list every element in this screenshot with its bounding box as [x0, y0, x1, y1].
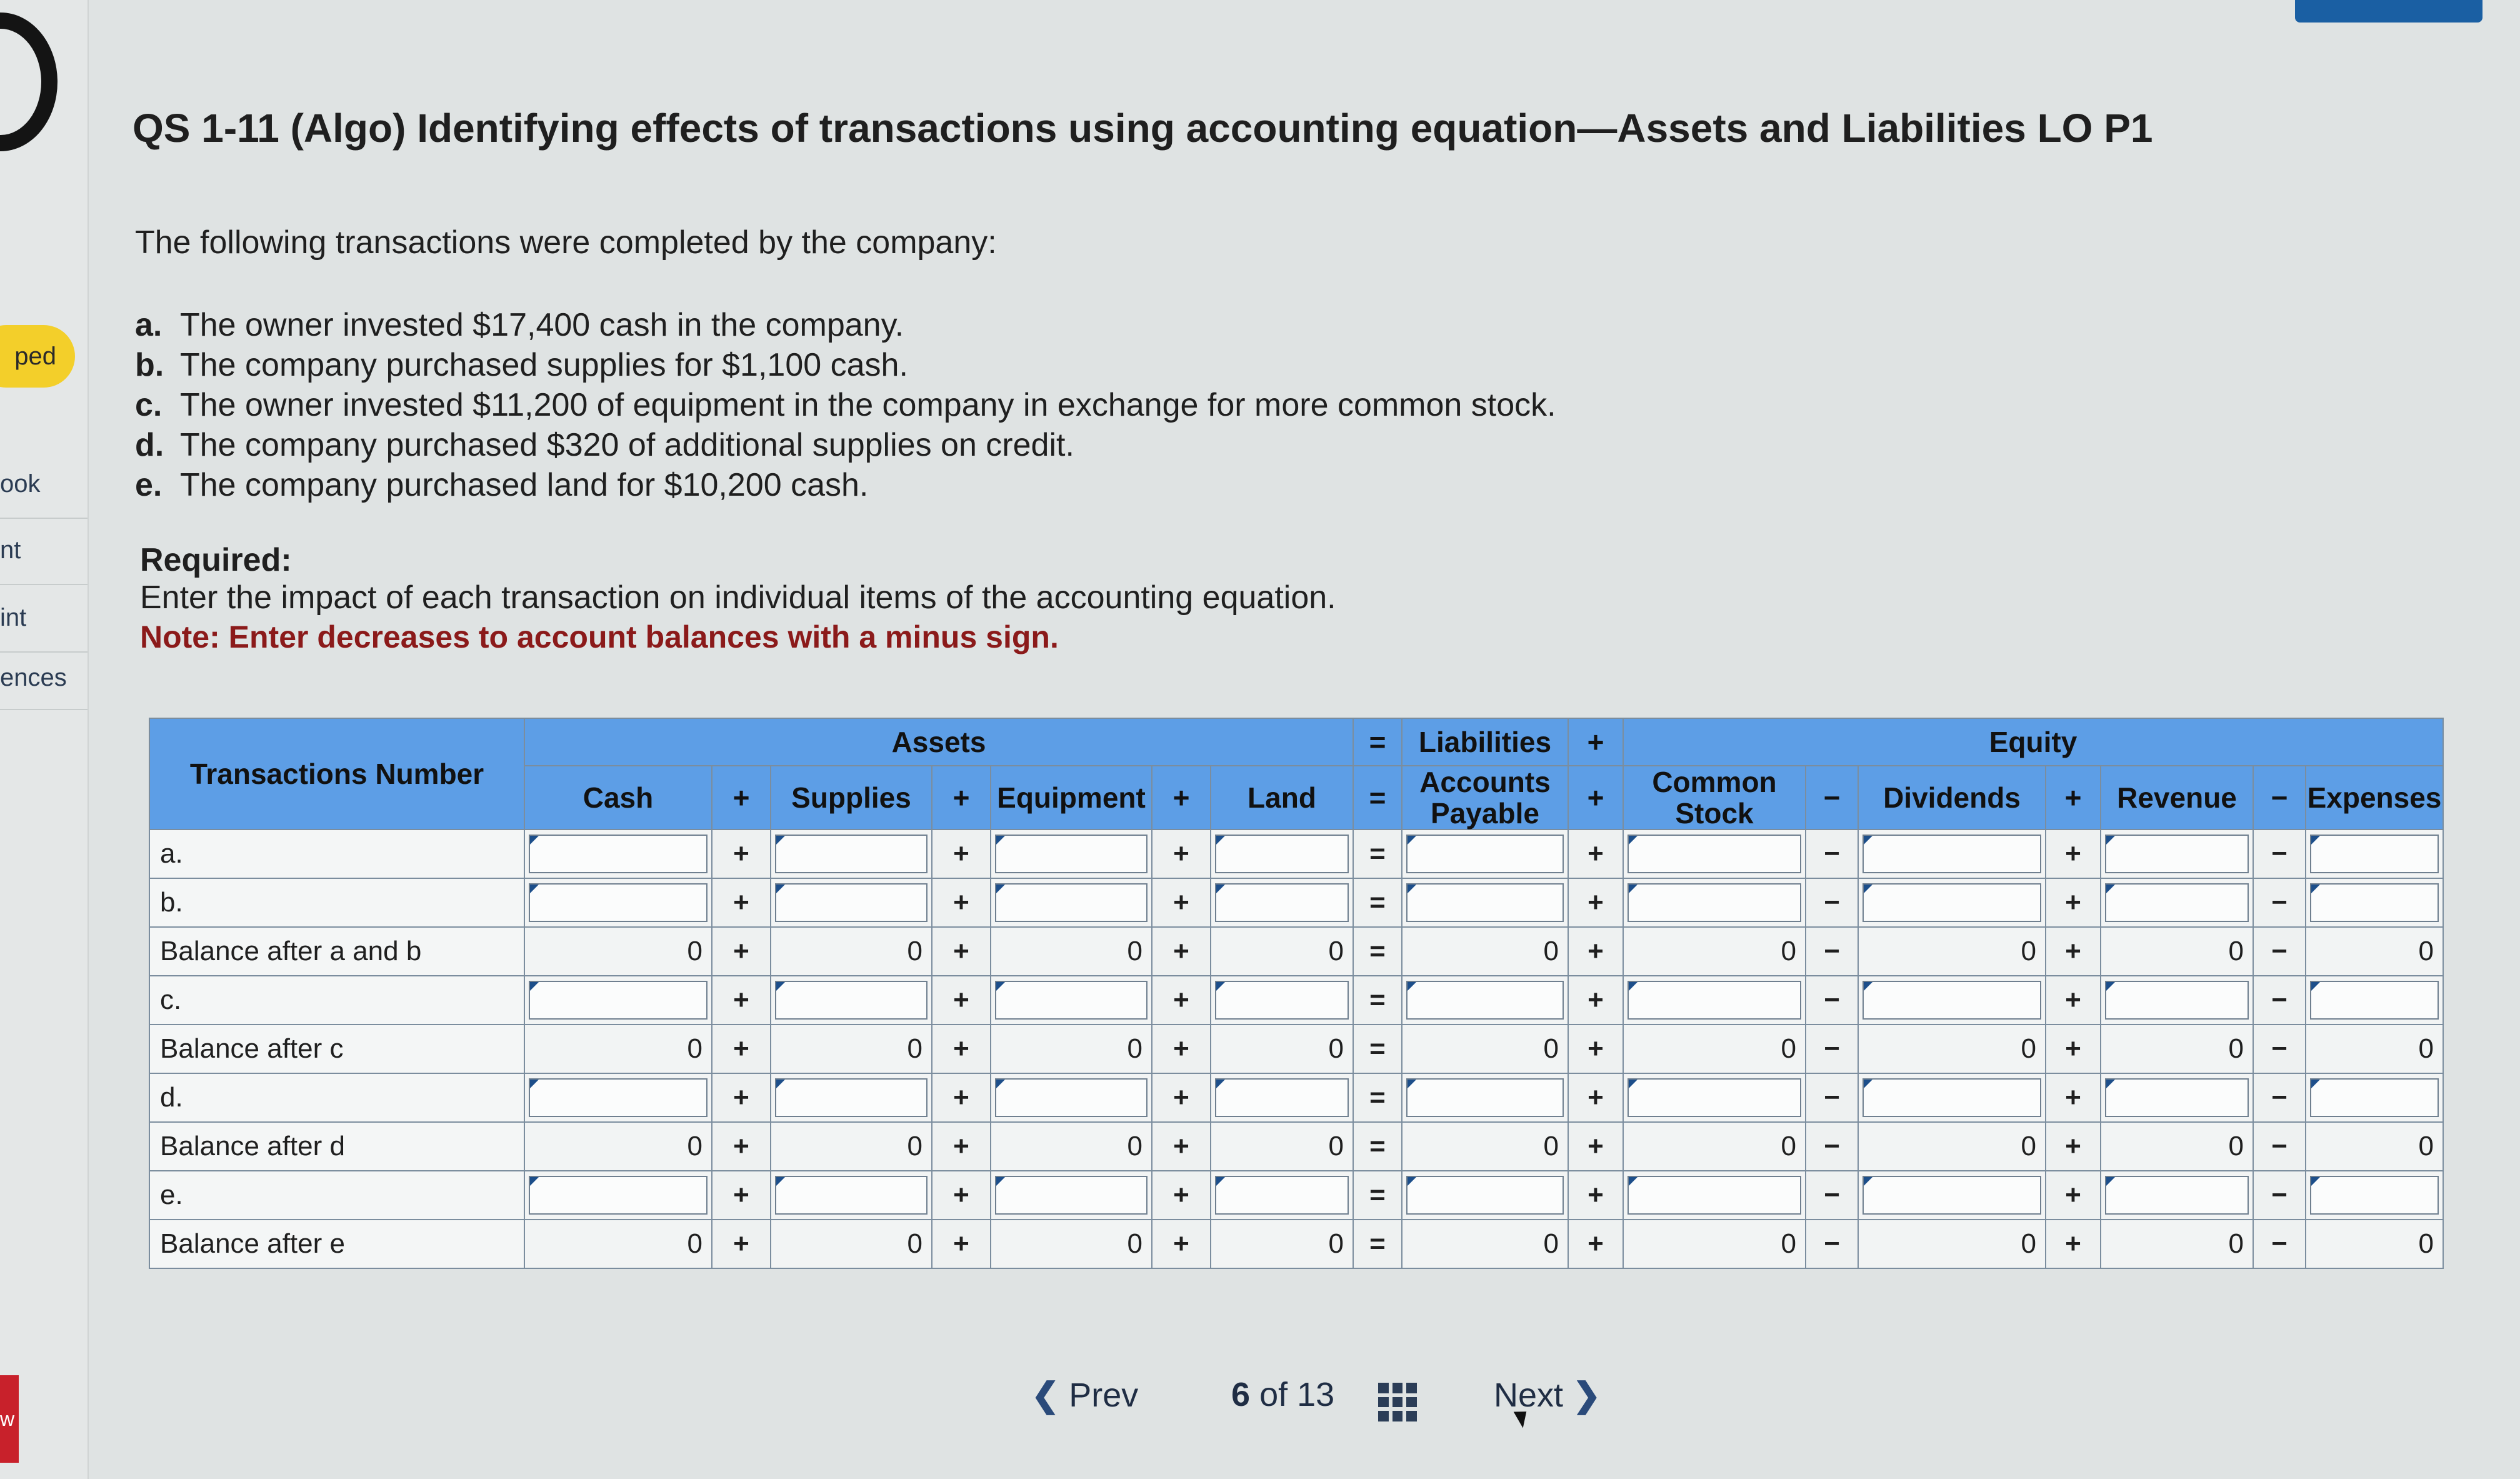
amount-input-cell — [524, 976, 712, 1025]
balance-value: 0 — [1623, 1220, 1806, 1268]
operator-plus: + — [1152, 1073, 1211, 1122]
amount-input-cell — [1858, 976, 2046, 1025]
transaction-letter: c. — [135, 387, 162, 423]
balance-value: 0 — [991, 1220, 1152, 1268]
operator-minus: − — [1806, 976, 1858, 1025]
sidebar-link-1[interactable]: ook — [0, 470, 41, 498]
transaction-text: The owner invested $17,400 cash in the company. — [180, 307, 904, 343]
balance-value: 0 — [1402, 1025, 1568, 1073]
operator-plus: + — [2046, 830, 2101, 878]
table-row — [149, 1073, 2443, 1122]
next-label: Next — [1494, 1376, 1564, 1414]
amount-input[interactable] — [1628, 1176, 1801, 1215]
amount-input[interactable] — [2105, 835, 2249, 873]
amount-input-cell — [1623, 1171, 1806, 1220]
table-row — [149, 1171, 2443, 1220]
operator-minus: − — [2253, 1122, 2306, 1171]
amount-input[interactable] — [775, 835, 928, 873]
prev-button[interactable] — [1031, 1375, 1138, 1444]
header-accounts-payable — [1402, 766, 1568, 830]
operator-minus: − — [2253, 1073, 2306, 1122]
operator-plus: + — [1568, 976, 1623, 1025]
sidebar-divider — [0, 709, 88, 710]
amount-input[interactable] — [1862, 981, 2041, 1020]
amount-input-cell — [991, 976, 1152, 1025]
amount-input-cell — [1623, 878, 1806, 927]
left-sidebar — [0, 0, 89, 1479]
operator-plus: + — [712, 1073, 771, 1122]
operator-minus: − — [1806, 1171, 1858, 1220]
amount-input-cell — [991, 1171, 1152, 1220]
amount-input-cell — [1402, 830, 1568, 878]
table-row — [149, 1025, 2443, 1073]
balance-value: 0 — [2306, 1220, 2443, 1268]
operator-plus: + — [1152, 878, 1211, 927]
transaction-text: The company purchased $320 of additional supplies on credit. — [180, 427, 1074, 463]
balance-value: 0 — [1858, 1220, 2046, 1268]
operator-minus: − — [1806, 1122, 1858, 1171]
balance-value: 0 — [771, 1220, 932, 1268]
amount-input-cell — [2101, 1073, 2253, 1122]
amount-input-cell — [2306, 878, 2443, 927]
table-row — [149, 1220, 2443, 1268]
operator-minus: − — [1806, 830, 1858, 878]
amount-input-cell — [991, 830, 1152, 878]
operator-plus: + — [932, 1171, 991, 1220]
operator-plus: + — [1568, 1073, 1623, 1122]
balance-value: 0 — [2306, 1025, 2443, 1073]
balance-value: 0 — [524, 927, 712, 976]
balance-value: 0 — [1211, 1122, 1353, 1171]
amount-input-cell — [1211, 1073, 1353, 1122]
balance-value: 0 — [524, 1025, 712, 1073]
amount-input-cell — [524, 878, 712, 927]
operator-minus: − — [1806, 1025, 1858, 1073]
operator-equals: = — [1353, 1025, 1402, 1073]
row-label: Balance after c — [149, 1025, 524, 1073]
operator-minus: − — [2253, 927, 2306, 976]
balance-value: 0 — [771, 1122, 932, 1171]
operator-equals: = — [1353, 976, 1402, 1025]
operator-plus: + — [1152, 830, 1211, 878]
balance-value: 0 — [524, 1220, 712, 1268]
amount-input[interactable] — [2310, 1078, 2439, 1117]
header-land: Land — [1211, 766, 1353, 830]
amount-input[interactable] — [529, 1078, 708, 1117]
operator-plus: + — [712, 1122, 771, 1171]
table-row — [149, 878, 2443, 927]
amount-input[interactable] — [995, 1176, 1148, 1215]
amount-input[interactable] — [2310, 883, 2439, 922]
amount-input[interactable] — [529, 835, 708, 873]
amount-input-cell — [2306, 830, 2443, 878]
amount-input-cell — [2306, 976, 2443, 1025]
amount-input[interactable] — [529, 883, 708, 922]
operator-equals: = — [1353, 1171, 1402, 1220]
operator-equals: = — [1353, 1073, 1402, 1122]
amount-input-cell — [771, 878, 932, 927]
transaction-letter: a. — [135, 307, 162, 343]
row-label: Balance after e — [149, 1220, 524, 1268]
amount-input-cell — [1402, 976, 1568, 1025]
header-dividends: Dividends — [1858, 766, 2046, 830]
transaction-e — [135, 466, 868, 504]
operator-plus: + — [1152, 1122, 1211, 1171]
sidebar-divider — [0, 651, 88, 653]
operator-plus: + — [1568, 1025, 1623, 1073]
amount-input-cell — [1211, 976, 1353, 1025]
chevron-right-icon: ❯ — [1572, 1376, 1601, 1414]
header-plus: + — [1568, 766, 1623, 830]
amount-input-cell — [1402, 1171, 1568, 1220]
operator-plus: + — [932, 830, 991, 878]
amount-input[interactable] — [1862, 835, 2041, 873]
operator-minus: − — [1806, 1220, 1858, 1268]
balance-value: 0 — [1858, 927, 2046, 976]
check-my-work-button[interactable] — [2295, 0, 2482, 23]
header-transactions-number: Transactions Number — [149, 718, 524, 830]
operator-plus: + — [2046, 1220, 2101, 1268]
operator-plus: + — [932, 1073, 991, 1122]
operator-equals: = — [1353, 1122, 1402, 1171]
table-row — [149, 830, 2443, 878]
balance-value: 0 — [2101, 1025, 2253, 1073]
question-grid-icon[interactable] — [1378, 1383, 1417, 1421]
operator-plus: + — [1152, 927, 1211, 976]
operator-minus: − — [2253, 1171, 2306, 1220]
row-label: a. — [149, 830, 524, 878]
header-plus: + — [2046, 766, 2101, 830]
header-common-stock-line2: Stock — [1675, 797, 1754, 830]
balance-value: 0 — [1623, 1025, 1806, 1073]
amount-input[interactable] — [1628, 1078, 1801, 1117]
header-common-stock-line1: Common — [1652, 766, 1777, 798]
balance-value: 0 — [2306, 1122, 2443, 1171]
operator-minus: − — [2253, 1025, 2306, 1073]
sidebar-tab[interactable]: w — [0, 1375, 19, 1463]
header-accounts-payable-line1: Accounts — [1419, 766, 1551, 798]
header-supplies: Supplies — [771, 766, 932, 830]
balance-value: 0 — [2306, 927, 2443, 976]
amount-input-cell — [1211, 878, 1353, 927]
amount-input-cell — [524, 1073, 712, 1122]
sidebar-link-2[interactable]: nt — [0, 536, 21, 564]
operator-plus: + — [2046, 1025, 2101, 1073]
row-label: d. — [149, 1073, 524, 1122]
amount-input-cell — [2101, 976, 2253, 1025]
table-row — [149, 976, 2443, 1025]
header-revenue: Revenue — [2101, 766, 2253, 830]
operator-equals: = — [1353, 878, 1402, 927]
amount-input-cell — [1211, 1171, 1353, 1220]
amount-input[interactable] — [995, 1078, 1148, 1117]
amount-input[interactable] — [2105, 1176, 2249, 1215]
amount-input-cell — [991, 878, 1152, 927]
amount-input[interactable] — [1215, 1078, 1349, 1117]
transaction-a — [135, 306, 904, 344]
amount-input[interactable] — [1628, 981, 1801, 1020]
header-equity: Equity — [1623, 718, 2443, 766]
question-intro: The following transactions were completed by the company: — [135, 224, 997, 261]
amount-input[interactable] — [529, 981, 708, 1020]
header-minus: − — [2253, 766, 2306, 830]
amount-input-cell — [2101, 830, 2253, 878]
amount-input-cell — [1211, 830, 1353, 878]
operator-equals: = — [1353, 830, 1402, 878]
amount-input[interactable] — [1628, 835, 1801, 873]
amount-input-cell — [524, 1171, 712, 1220]
required-label: Required: — [140, 542, 292, 578]
balance-value: 0 — [991, 1122, 1152, 1171]
required-text: Enter the impact of each transaction on individual items of the accounting equation. — [140, 579, 1336, 616]
sidebar-divider — [0, 584, 88, 585]
operator-plus: + — [2046, 976, 2101, 1025]
operator-plus: + — [2046, 1122, 2101, 1171]
amount-input[interactable] — [1862, 1078, 2041, 1117]
balance-value: 0 — [1623, 927, 1806, 976]
amount-input-cell — [2306, 1171, 2443, 1220]
total-pages: 13 — [1297, 1376, 1335, 1413]
header-accounts-payable-line2: Payable — [1431, 797, 1539, 830]
operator-plus: + — [712, 1025, 771, 1073]
amount-input-cell — [1402, 1073, 1568, 1122]
operator-plus: + — [1568, 927, 1623, 976]
operator-minus: − — [2253, 1220, 2306, 1268]
row-label: b. — [149, 878, 524, 927]
transaction-d — [135, 426, 1074, 464]
operator-plus: + — [1568, 1171, 1623, 1220]
header-plus: + — [712, 766, 771, 830]
sidebar-link-4[interactable]: ences — [0, 664, 67, 691]
balance-value: 0 — [1623, 1122, 1806, 1171]
amount-input-cell — [524, 830, 712, 878]
amount-input[interactable] — [1215, 835, 1349, 873]
transaction-letter: d. — [135, 427, 164, 463]
operator-plus: + — [2046, 1073, 2101, 1122]
amount-input[interactable] — [2105, 883, 2249, 922]
balance-value: 0 — [991, 1025, 1152, 1073]
amount-input[interactable] — [1406, 1176, 1564, 1215]
amount-input[interactable] — [1215, 1176, 1349, 1215]
table-row — [149, 1122, 2443, 1171]
operator-plus: + — [1152, 1025, 1211, 1073]
balance-value: 0 — [1858, 1122, 2046, 1171]
operator-plus: + — [1152, 1171, 1211, 1220]
amount-input[interactable] — [1215, 981, 1349, 1020]
balance-value: 0 — [1211, 927, 1353, 976]
operator-plus: + — [712, 830, 771, 878]
header-expenses: Expenses — [2306, 766, 2443, 830]
operator-minus: − — [1806, 878, 1858, 927]
header-common-stock — [1623, 766, 1806, 830]
operator-plus: + — [932, 1220, 991, 1268]
amount-input[interactable] — [2310, 1176, 2439, 1215]
amount-input[interactable] — [995, 883, 1148, 922]
table-body — [149, 830, 2443, 1268]
operator-equals: = — [1353, 1220, 1402, 1268]
amount-input[interactable] — [529, 1176, 708, 1215]
amount-input-cell — [771, 1073, 932, 1122]
current-page: 6 — [1231, 1376, 1251, 1413]
next-button[interactable] — [1494, 1375, 1601, 1444]
balance-value: 0 — [2101, 927, 2253, 976]
balance-value: 0 — [1211, 1220, 1353, 1268]
balance-value: 0 — [1402, 927, 1568, 976]
amount-input-cell — [1623, 830, 1806, 878]
amount-input[interactable] — [1406, 883, 1564, 922]
amount-input-cell — [1858, 830, 2046, 878]
page-counter — [1231, 1375, 1334, 1444]
transaction-c — [135, 386, 1556, 424]
amount-input-cell — [1858, 1171, 2046, 1220]
operator-plus: + — [1568, 1220, 1623, 1268]
operator-plus: + — [2046, 1171, 2101, 1220]
header-assets: Assets — [524, 718, 1353, 766]
amount-input-cell — [2306, 1073, 2443, 1122]
amount-input[interactable] — [775, 1176, 928, 1215]
operator-minus: − — [2253, 976, 2306, 1025]
amount-input-cell — [771, 1171, 932, 1220]
chevron-left-icon: ❮ — [1031, 1376, 1060, 1414]
balance-value: 0 — [1402, 1220, 1568, 1268]
amount-input-cell — [991, 1073, 1152, 1122]
amount-input[interactable] — [1406, 1078, 1564, 1117]
balance-value: 0 — [2101, 1122, 2253, 1171]
amount-input-cell — [1402, 878, 1568, 927]
header-plus: + — [1568, 718, 1623, 766]
operator-minus: − — [2253, 830, 2306, 878]
amount-input-cell — [1858, 878, 2046, 927]
operator-plus: + — [1568, 830, 1623, 878]
sidebar-link-3[interactable]: int — [0, 604, 27, 631]
amount-input[interactable] — [775, 981, 928, 1020]
operator-plus: + — [932, 976, 991, 1025]
amount-input[interactable] — [1406, 835, 1564, 873]
transaction-text: The company purchased supplies for $1,100 cash. — [180, 347, 908, 383]
header-cash: Cash — [524, 766, 712, 830]
amount-input-cell — [1623, 1073, 1806, 1122]
status-badge: ped — [0, 325, 75, 388]
amount-input[interactable] — [1628, 883, 1801, 922]
operator-plus: + — [932, 1122, 991, 1171]
amount-input[interactable] — [2310, 981, 2439, 1020]
amount-input-cell — [2101, 878, 2253, 927]
operator-plus: + — [712, 1220, 771, 1268]
transaction-letter: e. — [135, 467, 162, 503]
operator-minus: − — [2253, 878, 2306, 927]
balance-value: 0 — [771, 927, 932, 976]
operator-plus: + — [2046, 927, 2101, 976]
table-row — [149, 927, 2443, 976]
amount-input-cell — [2101, 1171, 2253, 1220]
amount-input-cell — [771, 830, 932, 878]
operator-plus: + — [1568, 878, 1623, 927]
row-label: e. — [149, 1171, 524, 1220]
transaction-text: The owner invested $11,200 of equipment in the company in exchange for more common stock. — [180, 387, 1556, 423]
question-title: QS 1-11 (Algo) Identifying effects of transactions using accounting equation—Assets and Liabilities LO P1 — [132, 106, 2153, 151]
operator-plus: + — [2046, 878, 2101, 927]
balance-value: 0 — [771, 1025, 932, 1073]
operator-plus: + — [1152, 976, 1211, 1025]
operator-plus: + — [932, 1025, 991, 1073]
row-label: c. — [149, 976, 524, 1025]
balance-value: 0 — [524, 1122, 712, 1171]
operator-plus: + — [712, 927, 771, 976]
balance-value: 0 — [1211, 1025, 1353, 1073]
operator-plus: + — [712, 878, 771, 927]
operator-plus: + — [712, 976, 771, 1025]
operator-minus: − — [1806, 927, 1858, 976]
sidebar-divider — [0, 518, 88, 519]
amount-input[interactable] — [1215, 883, 1349, 922]
operator-equals: = — [1353, 927, 1402, 976]
row-label: Balance after d — [149, 1122, 524, 1171]
amount-input-cell — [1623, 976, 1806, 1025]
header-plus: + — [1152, 766, 1211, 830]
operator-minus: − — [1806, 1073, 1858, 1122]
header-equals: = — [1353, 766, 1402, 830]
amount-input[interactable] — [995, 981, 1148, 1020]
of-label: of — [1259, 1376, 1288, 1413]
header-minus: − — [1806, 766, 1858, 830]
transaction-letter: b. — [135, 347, 164, 383]
balance-value: 0 — [991, 927, 1152, 976]
amount-input[interactable] — [775, 883, 928, 922]
balance-value: 0 — [1402, 1122, 1568, 1171]
operator-plus: + — [932, 878, 991, 927]
amount-input-cell — [1858, 1073, 2046, 1122]
amount-input[interactable] — [1862, 883, 2041, 922]
header-liabilities: Liabilities — [1402, 718, 1568, 766]
balance-value: 0 — [2101, 1220, 2253, 1268]
operator-plus: + — [1568, 1122, 1623, 1171]
operator-plus: + — [712, 1171, 771, 1220]
accounting-equation-table — [149, 718, 2444, 1269]
operator-plus: + — [1152, 1220, 1211, 1268]
balance-value: 0 — [1858, 1025, 2046, 1073]
amount-input-cell — [771, 976, 932, 1025]
row-label: Balance after a and b — [149, 927, 524, 976]
amount-input[interactable] — [1406, 981, 1564, 1020]
transaction-b — [135, 346, 908, 384]
header-equipment: Equipment — [991, 766, 1152, 830]
transaction-text: The company purchased land for $10,200 cash. — [180, 467, 869, 503]
amount-input[interactable] — [1862, 1176, 2041, 1215]
header-equals: = — [1353, 718, 1402, 766]
operator-plus: + — [932, 927, 991, 976]
prev-label: Prev — [1069, 1376, 1139, 1414]
amount-input[interactable] — [2105, 1078, 2249, 1117]
amount-input[interactable] — [2310, 835, 2439, 873]
note-text: Note: Enter decreases to account balances with a minus sign. — [140, 619, 1059, 654]
amount-input[interactable] — [775, 1078, 928, 1117]
amount-input[interactable] — [2105, 981, 2249, 1020]
amount-input[interactable] — [995, 835, 1148, 873]
header-plus: + — [932, 766, 991, 830]
